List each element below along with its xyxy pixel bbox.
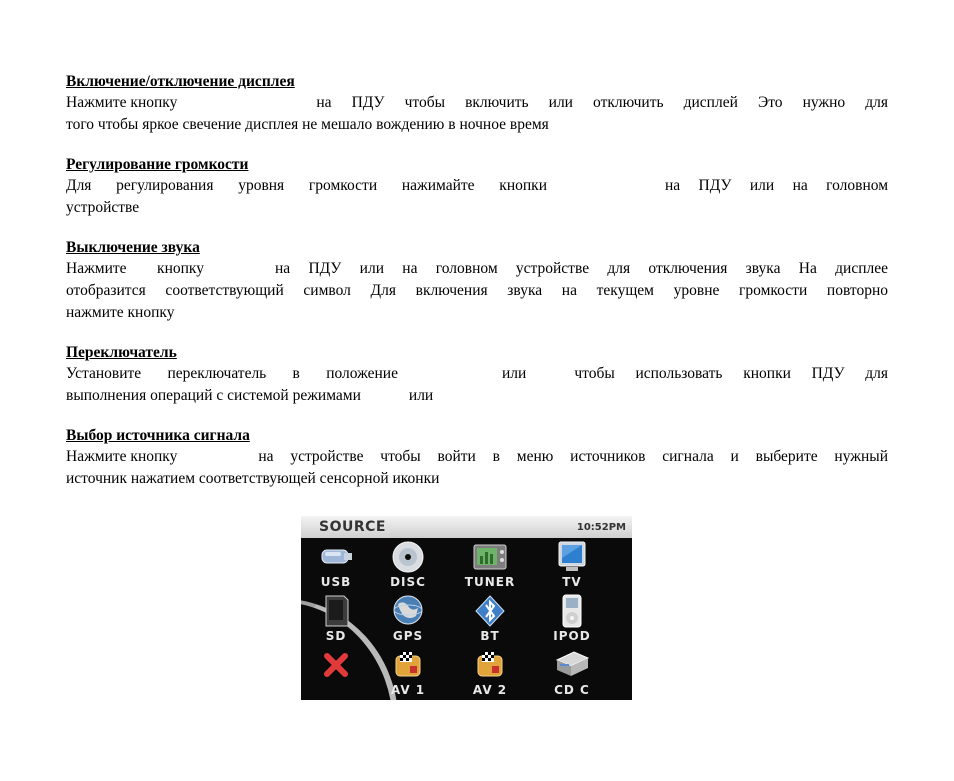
tile-label: TV bbox=[562, 575, 582, 589]
text-fragment: источник нажатием соответствующей сенсорной иконки bbox=[66, 470, 440, 487]
text-fragment: Нажмите кнопку bbox=[66, 260, 204, 277]
source-menu-screen bbox=[301, 516, 632, 700]
av-flag-icon bbox=[390, 648, 426, 682]
tv-icon bbox=[554, 540, 590, 574]
cd-changer-icon bbox=[554, 648, 590, 682]
text-fragment: того чтобы яркое свечение дисплея не мешало вождению в ночное время bbox=[66, 116, 549, 133]
source-tile-sd[interactable] bbox=[301, 592, 371, 646]
source-icon-grid bbox=[301, 538, 632, 700]
section-heading: Включение/отключение дисплея bbox=[66, 73, 295, 90]
screen-title: SOURCE bbox=[319, 519, 386, 535]
tile-label: AV 2 bbox=[472, 683, 508, 697]
section-volume bbox=[66, 155, 888, 219]
source-tile-cdc[interactable] bbox=[537, 646, 607, 700]
section-heading: Регулирование громкости bbox=[66, 156, 249, 173]
sd-card-icon bbox=[318, 594, 354, 628]
text-fragment: или bbox=[408, 387, 434, 404]
close-button[interactable] bbox=[301, 646, 371, 700]
tile-label: AV 1 bbox=[390, 683, 426, 697]
section-source-select bbox=[66, 426, 888, 490]
source-tile-av2[interactable] bbox=[455, 646, 525, 700]
tile-label: IPOD bbox=[553, 629, 591, 643]
section-heading: Переключатель bbox=[66, 344, 177, 361]
text-fragment: устройстве bbox=[66, 199, 140, 216]
text-fragment: Установите переключатель в положение bbox=[66, 365, 398, 382]
section-text bbox=[66, 446, 888, 490]
screen-clock: 10:52PM bbox=[576, 521, 626, 533]
section-switch bbox=[66, 343, 888, 407]
tile-label: TUNER bbox=[464, 575, 516, 589]
gps-globe-icon bbox=[390, 594, 426, 628]
text-fragment: Нажмите кнопку bbox=[66, 94, 178, 111]
section-text bbox=[66, 92, 888, 136]
screen-header bbox=[301, 516, 632, 538]
bluetooth-icon bbox=[472, 594, 508, 628]
source-tile-usb[interactable] bbox=[301, 538, 371, 592]
source-tile-disc[interactable] bbox=[373, 538, 443, 592]
av-flag-icon bbox=[472, 648, 508, 682]
source-tile-tv[interactable] bbox=[537, 538, 607, 592]
section-heading: Выбор источника сигнала bbox=[66, 427, 250, 444]
tile-label: DISC bbox=[390, 575, 426, 589]
source-tile-bt[interactable] bbox=[455, 592, 525, 646]
ipod-icon bbox=[554, 594, 590, 628]
text-fragment: на ПДУ чтобы включить или отключить дисплей Это нужно для bbox=[316, 94, 888, 111]
text-fragment: на устройстве чтобы войти в меню источников сигнала и выберите нужный bbox=[258, 448, 888, 465]
source-tile-tuner[interactable] bbox=[455, 538, 525, 592]
text-fragment: нажмите кнопку bbox=[66, 304, 175, 321]
tile-label: USB bbox=[320, 575, 352, 589]
source-tile-gps[interactable] bbox=[373, 592, 443, 646]
close-icon bbox=[318, 648, 354, 682]
text-fragment: на ПДУ или на головном bbox=[665, 177, 888, 194]
text-fragment: Нажмите кнопку bbox=[66, 448, 178, 465]
section-mute bbox=[66, 238, 888, 324]
section-text bbox=[66, 363, 888, 407]
text-fragment: или bbox=[502, 365, 527, 382]
manual-page bbox=[66, 72, 888, 509]
disc-icon bbox=[390, 540, 426, 574]
section-text bbox=[66, 258, 888, 324]
tile-label: GPS bbox=[392, 629, 424, 643]
tile-label: BT bbox=[480, 629, 500, 643]
text-fragment: на ПДУ или на головном устройстве для отключения звука На дисплее bbox=[275, 260, 888, 277]
usb-icon bbox=[318, 540, 354, 574]
text-fragment: чтобы использовать кнопки ПДУ для bbox=[574, 365, 888, 382]
text-fragment: выполнения операций с системой режимами bbox=[66, 387, 361, 404]
source-tile-av1[interactable] bbox=[373, 646, 443, 700]
section-heading: Выключение звука bbox=[66, 239, 200, 256]
source-tile-ipod[interactable] bbox=[537, 592, 607, 646]
section-text bbox=[66, 175, 888, 219]
text-fragment: отобразится соответствующий символ Для включения звука на текущем уровне громкости повторно bbox=[66, 282, 888, 299]
tile-label: SD bbox=[325, 629, 347, 643]
text-fragment: Для регулирования уровня громкости нажимайте кнопки bbox=[66, 177, 547, 194]
tile-label: CD C bbox=[554, 683, 590, 697]
section-display-toggle bbox=[66, 72, 888, 136]
tuner-icon bbox=[472, 540, 508, 574]
